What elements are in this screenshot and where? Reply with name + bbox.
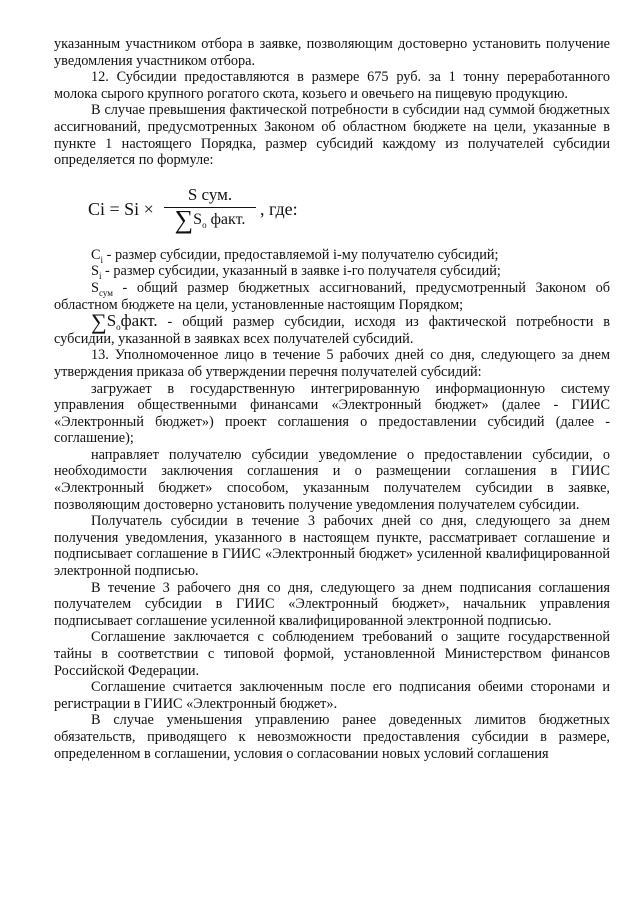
paragraph-previous-continuation: указанным участником отбора в заявке, позволяющим достоверно установить получение уведомления участником отбора. (54, 36, 610, 69)
sfact-sub: o (116, 321, 121, 332)
paragraph-head-signs: В течение 3 рабочего дня со дня, следующего за днем подписания соглашения получателем субсидии в ГИИС «Электронный бюджет», начальник управления подписывает соглашение усиленной квалифицированной электронной подписью. (54, 579, 610, 629)
denominator-rest: факт. (206, 210, 246, 228)
denominator-sub: o (202, 219, 207, 230)
formula-denominator (164, 204, 256, 234)
paragraph-state-secret: Соглашение заключается с соблюдением требований о защите государственной тайны в соответствии с типовой формой, установленной Министерством финансов Российской Федерации. (54, 629, 610, 679)
document-body (54, 36, 610, 762)
sfact-sigma: ∑ (91, 309, 107, 335)
ci-text: - размер субсидии, предоставляемой i-му получателю субсидий; (103, 246, 499, 263)
paragraph-agreement-concluded: Соглашение считается заключенным после его подписания обеими сторонами и регистрации в ГИИС «Электронный бюджет». (54, 679, 610, 712)
denominator-s: S (193, 210, 203, 228)
paragraph-13-notify: направляет получателю субсидии уведомление о предоставлении субсидии, о необходимости заключения соглашения и о размещении соглашения в ГИИС «Электронный бюджет» способом, указанным получателем субсидии в заявке, позволяющим достоверно установить получение уведомления получателем субсидии. (54, 446, 610, 513)
paragraph-13-upload: загружает в государственную интегрированную информационную систему управления общественными финансами «Электронный бюджет» (далее - ГИИС «Электронный бюджет») проект соглашения о предоставлении субсидий (далее - соглашение); (54, 380, 610, 447)
formula-tail: , где: (260, 198, 298, 219)
si-sub: i (98, 271, 102, 282)
formula-numerator: S сум. (187, 184, 233, 204)
paragraph-excess-demand: В случае превышения фактической потребности в субсидии над суммой бюджетных ассигнований, предусмотренных Законом об областном бюджете на цели, указанные в пункте 1 настоящего Порядка, размер субсидий каждому из получателей субсидии определяется по формуле: (54, 102, 610, 169)
definition-ci (54, 247, 610, 264)
paragraph-13-authorized-person: 13. Уполномоченное лицо в течение 5 рабочих дней со дня, следующего за днем утверждения приказа об утверждении перечня получателей субсидий: (54, 347, 610, 380)
sfact-text: - общий размер субсидии, исходя из фактической потребности в субсидии, указанной в заявках всех получателей субсидий. (54, 314, 610, 347)
subsidy-formula (54, 169, 610, 247)
sfact-s: S (106, 311, 117, 331)
ci-sub: i (100, 254, 104, 265)
ssum-sub: сум (98, 287, 113, 298)
sigma-symbol: ∑ (174, 204, 194, 234)
sfact-rest: факт. (120, 311, 158, 331)
definition-si (54, 263, 610, 280)
ssum-text: - общий размер бюджетных ассигнований, предусмотренный Законом об областном бюджете на цели, установленные настоящим Порядком; (54, 279, 610, 313)
definition-ssum (54, 280, 610, 313)
paragraph-12-subsidy-rate: 12. Субсидии предоставляются в размере 675 руб. за 1 тонну переработанного молока сырого крупного рогатого скота, козьего и овечьего на пищевую продукцию. (54, 69, 610, 102)
paragraph-recipient-signs: Получатель субсидии в течение 3 рабочих дней со дня, следующего за днем получения уведомления, указанного в настоящем пункте, рассматривает соглашение и подписывает соглашение в ГИИС «Электронный бюджет» усиленной квалифицированной электронной подписью. (54, 513, 610, 580)
paragraph-limits-reduced: В случае уменьшения управлению ранее доведенных лимитов бюджетных обязательств, приводящего к невозможности предоставления субсидии в размере, определенном в соглашении, условия о согласовании новых условий соглашения (54, 712, 610, 762)
si-text: - размер субсидии, указанный в заявке i-го получателя субсидий; (101, 263, 501, 280)
ssum-symbol: S (91, 279, 99, 296)
definition-sfact (54, 309, 610, 347)
ci-symbol: C (91, 246, 101, 263)
formula-fraction (164, 184, 256, 234)
formula-lhs: Ci = Si × (88, 198, 154, 219)
si-symbol: S (91, 263, 99, 280)
